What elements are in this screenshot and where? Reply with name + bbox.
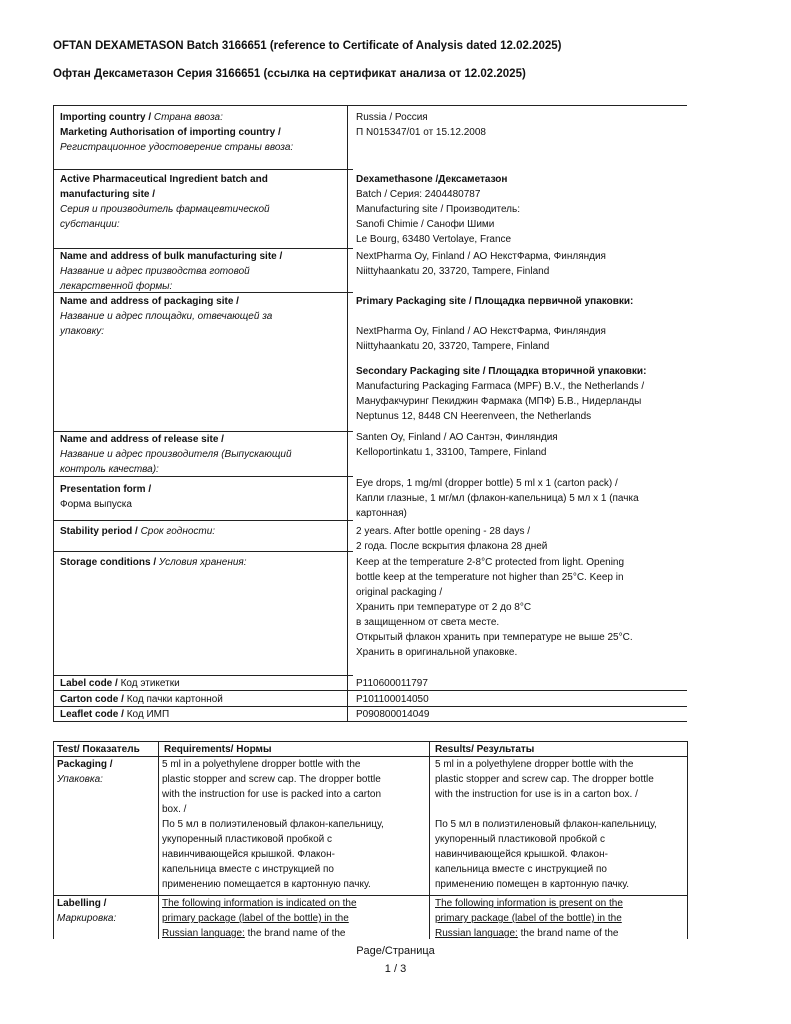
labelling-requirements: The following information is indicated on the primary package (label of the bottle) in the Russian language: the brand name of the — [162, 898, 357, 939]
api-label: Active Pharmaceutical Ingredient batch and manufacturing site / Серия и производитель фармацевтической субстанции: — [60, 174, 270, 230]
storage-conditions-label: Storage conditions / Условия хранения: — [60, 557, 247, 568]
test-table-border-top — [53, 741, 687, 742]
test-header: Test/ Показатель — [57, 744, 140, 755]
presentation-form-label: Presentation form / Форма выпуска — [60, 484, 152, 510]
test-table-col-divider — [429, 741, 430, 939]
results-header: Results/ Результаты — [435, 744, 535, 755]
table-column-divider — [347, 105, 348, 722]
packaging-test-label: Packaging / Упаковка: — [57, 759, 113, 785]
packaging-results: 5 ml in a polyethylene dropper bottle with the plastic stopper and screw cap. The dropper bottle with the instruction for use is in a carton box. / По 5 мл в полиэтиленовый флакон-капельницу, укупоренный пластиковой пробкой с навинчивающейся крышкой. Флакон- капельница вместе с инструкцией по применению помещен в картонную пачку. — [435, 759, 657, 890]
leaflet-code-value: P090800014049 — [356, 709, 430, 720]
packaging-site-label: Name and address of packaging site / Название и адрес площадки, отвечающей за упаковку: — [60, 296, 273, 337]
row-divider — [53, 169, 353, 170]
document-title-ru: Офтан Дексаметазон Серия 3166651 (ссылка на сертификат анализа от 12.02.2025) — [53, 68, 526, 80]
importing-country-value: Russia / Россия П N015347/01 от 15.12.2008 — [356, 112, 486, 138]
presentation-form-value: Eye drops, 1 mg/ml (dropper bottle) 5 ml x 1 (carton pack) / Капли глазные, 1 мг/мл (флакон-капельница) 5 мл x 1 (пачка картонная) — [356, 478, 639, 519]
table-border-top — [53, 105, 687, 106]
table-border-left — [53, 105, 54, 722]
storage-conditions-value: Keep at the temperature 2-8°C protected from light. Opening bottle keep at the temperature not higher than 25°C. Keep in original packaging / Хранить при температуре от 2 до 8°C в защищенном от света месте. Открытый флакон хранить при температуре не выше 25°C. Хранить в оригинальной упаковке. — [356, 557, 633, 658]
labelling-results: The following information is present on the primary package (label of the bottle) in the Russian language: the brand name of the — [435, 898, 623, 939]
packaging-requirements: 5 ml in a polyethylene dropper bottle with the plastic stopper and screw cap. The dropper bottle with the instruction for use is packed into a carton box. / По 5 мл в полиэтиленовый флакон-капельницу, укупоренный пластиковой пробкой с навинчивающейся крышкой. Флакон- капельница вместе с инструкцией по применению помещается в картонную пачку. — [162, 759, 384, 890]
stability-period-value: 2 years. After bottle opening - 28 days / 2 года. После вскрытия флакона 28 дней — [356, 526, 548, 552]
primary-packaging-value: Primary Packaging site / Площадка первичной упаковки: NextPharma Oy, Finland / АО НекстФарма, Финляндия Niittyhaankatu 20, 33720, Tampere, Finland — [356, 296, 634, 352]
page-label: Page/Страница — [356, 945, 435, 957]
importing-country-label: Importing country / Страна ввоза: Marketing Authorisation of importing country / Регистрационное удостоверение страны ввоза: — [60, 112, 294, 153]
labelling-test-label: Labelling / Маркировка: — [57, 898, 117, 924]
secondary-packaging-value: Secondary Packaging site / Площадка вторичной упаковки: Manufacturing Packaging Farmaca (MPF) B.V., the Netherlands / Мануфакчуринг Пекиджин Фармака (МПФ) Б.В., Нидерланды Neptunus 12, 8448 CN Heerenveen, the Netherlands — [356, 366, 647, 422]
bulk-site-label: Name and address of bulk manufacturing site / Название и адрес призводства готовой лекарственной формы: — [60, 251, 283, 292]
api-value: Dexamethasone /Дексаметазон Batch / Серия: 2404480787 Manufacturing site / Производитель: Sanofi Chimie / Санофи Шими Le Bourg, 63480 Vertolaye, France — [356, 174, 521, 245]
test-table-border-left — [53, 741, 54, 939]
test-table-col-divider — [158, 741, 159, 939]
release-site-value: Santen Oy, Finland / АО Сантэн, Финляндия Kelloportinkatu 1, 33100, Tampere, Finland — [356, 432, 558, 458]
label-code-value: P110600011797 — [356, 678, 428, 689]
test-table-border-right — [687, 741, 688, 939]
leaflet-code-label: Leaflet code / Код ИМП — [60, 709, 170, 720]
carton-code-value: P101100014050 — [356, 694, 429, 705]
release-site-label: Name and address of release site / Название и адрес производителя (Выпускающий контроль качества): — [60, 434, 292, 475]
carton-code-label: Carton code / Код пачки картонной — [60, 694, 223, 705]
page-number: 1 / 3 — [384, 963, 407, 975]
stability-period-label: Stability period / Срок годности: — [60, 526, 216, 537]
label-code-label: Label code / Код этикетки — [60, 678, 180, 689]
document-title-en: OFTAN DEXAMETASON Batch 3166651 (reference to Certificate of Analysis dated 12.02.2025) — [53, 40, 562, 52]
row-divider — [53, 551, 353, 552]
bulk-site-value: NextPharma Oy, Finland / АО НекстФарма, Финляндия Niittyhaankatu 20, 33720, Tampere, Finland — [356, 251, 606, 277]
requirements-header: Requirements/ Нормы — [164, 744, 272, 755]
row-divider — [53, 520, 353, 521]
